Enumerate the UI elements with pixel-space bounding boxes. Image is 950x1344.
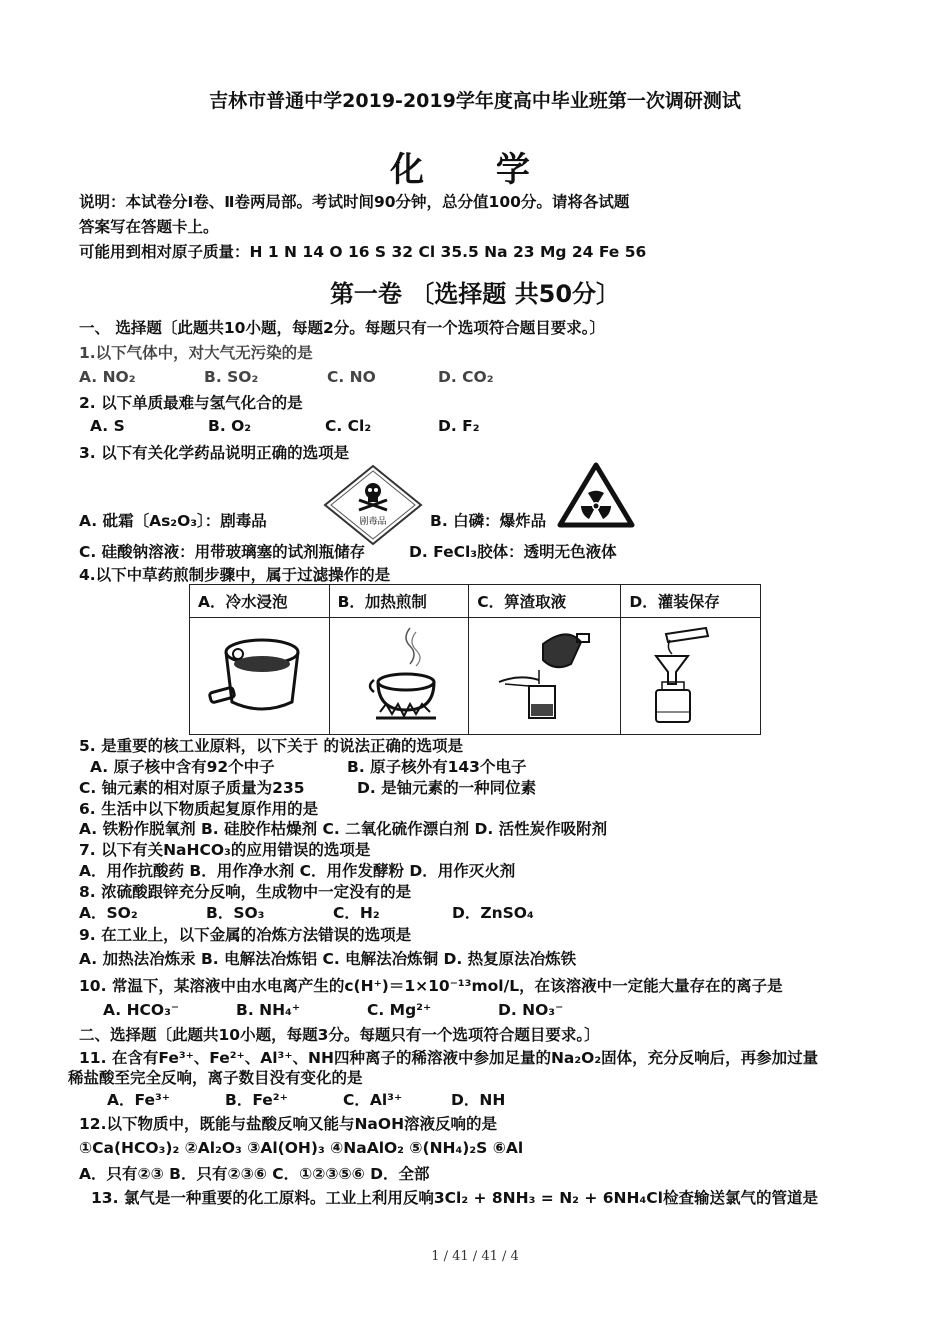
q4-image-soaking [190, 618, 330, 735]
q3-stem: 3. 以下有关化学药品说明正确的选项是 [79, 444, 350, 462]
q4-image-filtering [469, 618, 621, 735]
q3-option-d: D. FeCl₃胶体：透明无色液体 [409, 543, 617, 561]
q4-option-c: C．箅渣取液 [469, 585, 621, 618]
q2-option-c: C. Cl₂ [325, 417, 372, 435]
bottling-icon [636, 624, 746, 724]
q1-option-d: D. CO₂ [438, 368, 494, 386]
q10-option-c: C. Mg²⁺ [367, 1001, 432, 1019]
page-footer: 1 / 41 / 41 / 4 [431, 1249, 519, 1264]
q1-option-c: C. NO [327, 368, 376, 386]
note-line-1: 说明：本试卷分Ⅰ卷、Ⅱ卷两局部。考试时间90分钟，总分值100分。请将各试题 [79, 193, 630, 211]
note-line-2: 答案写在答题卡上。 [79, 218, 219, 236]
q11-option-c: C．Al³⁺ [343, 1091, 403, 1109]
toxic-sign-icon [321, 464, 425, 546]
radiation-sign-icon [557, 462, 635, 528]
q4-image-bottling [621, 618, 761, 735]
q8-option-a: A．SO₂ [79, 904, 138, 922]
q4-option-a: A．冷水浸泡 [190, 585, 330, 618]
q3-options-cd [79, 542, 617, 562]
q5-option-c: C. 铀元素的相对原子质量为235 [79, 779, 305, 797]
soaking-pot-icon [204, 624, 314, 724]
q4-table [189, 584, 761, 735]
q11-stem-line-1: 11. 在含有Fe³⁺、Fe²⁺、Al³⁺、NH四种离子的稀溶液中参加足量的Na₂O₂固体，充分反响后，再参加过量 [79, 1049, 819, 1067]
q6-options: A. 铁粉作脱氧剂 B. 硅胶作枯燥剂 C. 二氧化硫作漂白剂 D. 活性炭作吸附剂 [79, 820, 608, 838]
q2-option-d: D. F₂ [438, 417, 480, 435]
q11-stem-line-2: 稀盐酸至完全反响，离子数目没有变化的是 [68, 1069, 363, 1087]
q3-option-c: C. 硅酸钠溶液：用带玻璃塞的试剂瓶储存 [79, 543, 366, 561]
section-1-heading: 一、 选择题〔此题共10小题，每题2分。每题只有一个选项符合题目要求。〕 [79, 319, 606, 337]
q6-stem: 6. 生活中以下物质起复原作用的是 [79, 800, 319, 818]
q13-stem: 13. 氯气是一种重要的化工原料。工业上利用反响3Cl₂ + 8NH₃ = N₂ + 6NH₄Cl检查输送氯气的管道是 [91, 1189, 818, 1207]
q9-options: A. 加热法冶炼汞 B. 电解法冶炼铝 C. 电解法冶炼铜 D. 热复原法冶炼铁 [79, 950, 577, 968]
q4-stem: 4.以下中草药煎制步骤中，属于过滤操作的是 [79, 566, 391, 584]
q2-option-a: A. S [90, 417, 125, 435]
filtering-icon [485, 624, 605, 724]
q4-image-heating [329, 618, 469, 735]
q10-option-d: D. NO₃⁻ [498, 1001, 564, 1019]
section-2-heading: 二、选择题〔此题共10小题，每题3分。每题只有一个选项符合题目要求。〕 [79, 1026, 600, 1044]
q2-options [90, 416, 480, 436]
q5-stem: 5. 是重要的核工业原料，以下关于 的说法正确的选项是 [79, 737, 463, 755]
q5-option-d: D. 是铀元素的一种同位素 [357, 779, 537, 797]
q9-stem: 9. 在工业上，以下金属的冶炼方法错误的选项是 [79, 926, 412, 944]
q3-option-a: A. 砒霜〔As₂O₃〕：剧毒品 [79, 512, 267, 530]
heating-pot-icon [344, 624, 454, 724]
q3-option-b: B. 白磷：爆炸品 [430, 512, 547, 530]
q7-options: A．用作抗酸药 B．用作净水剂 C．用作发酵粉 D．用作灭火剂 [79, 862, 516, 880]
q1-option-b: B. SO₂ [204, 368, 259, 386]
q8-option-c: C．H₂ [333, 904, 380, 922]
q10-options [103, 1000, 563, 1020]
q1-options [79, 367, 494, 387]
q11-option-d: D．NH [451, 1091, 506, 1109]
q2-option-b: B. O₂ [208, 417, 252, 435]
note-line-3: 可能用到相对原子质量：H 1 N 14 O 16 S 32 Cl 35.5 Na 23 Mg 24 Fe 56 [79, 243, 647, 261]
q10-option-a: A. HCO₃⁻ [103, 1001, 180, 1019]
q12-stem: 12.以下物质中，既能与盐酸反响又能与NaOH溶液反响的是 [79, 1115, 498, 1133]
q8-options [79, 903, 534, 923]
q8-stem: 8. 浓硫酸跟锌充分反响，生成物中一定没有的是 [79, 883, 412, 901]
exam-title: 吉林市普通中学2019-2019学年度高中毕业班第一次调研测试 [209, 90, 741, 112]
q2-stem: 2. 以下单质最难与氢气化合的是 [79, 394, 303, 412]
q5-options-ab [90, 757, 526, 777]
q5-options-cd [79, 778, 536, 798]
q8-option-d: D．ZnSO₄ [452, 904, 534, 922]
q1-option-a: A. NO₂ [79, 368, 136, 386]
q11-option-b: B．Fe²⁺ [225, 1091, 288, 1109]
q8-option-b: B．SO₃ [206, 904, 265, 922]
q5-option-b: B. 原子核外有143个电子 [347, 758, 527, 776]
q12-options: A．只有②③ B．只有②③⑥ C．①②③⑤⑥ D．全部 [79, 1165, 430, 1183]
q11-option-a: A．Fe³⁺ [107, 1091, 170, 1109]
subject-title: 化 学 [390, 150, 560, 190]
q4-option-d: D．灌装保存 [621, 585, 761, 618]
q4-option-b: B．加热煎制 [329, 585, 469, 618]
q10-option-b: B. NH₄⁺ [236, 1001, 301, 1019]
volume-heading: 第一卷 〔选择题 共50分〕 [329, 280, 621, 308]
q12-items: ①Ca(HCO₃)₂ ②Al₂O₃ ③Al(OH)₃ ④NaAlO₂ ⑤(NH₄)₂S ⑥Al [79, 1139, 524, 1157]
q10-stem: 10. 常温下，某溶液中由水电离产生的c(H⁺)＝1×10⁻¹³mol/L，在该溶液中一定能大量存在的离子是 [79, 977, 783, 995]
q7-stem: 7. 以下有关NaHCO₃的应用错误的选项是 [79, 841, 371, 859]
q5-option-a: A. 原子核中含有92个中子 [90, 758, 275, 776]
q1-stem: 1.以下气体中，对大气无污染的是 [79, 344, 313, 362]
toxic-sign-label: 剧毒品 [359, 517, 387, 527]
q11-options [107, 1090, 505, 1110]
